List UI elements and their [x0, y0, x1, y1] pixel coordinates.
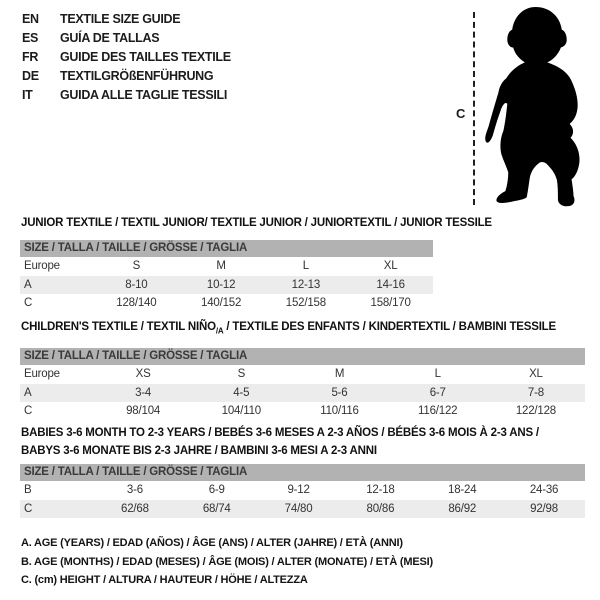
language-label: TEXTILE SIZE GUIDE [60, 11, 181, 26]
language-code: ES [22, 30, 39, 45]
language-row-it [22, 85, 231, 104]
size-cell: XS [135, 368, 151, 380]
size-cell: M [334, 368, 345, 380]
toddler-silhouette-icon [481, 2, 593, 210]
row-label: A [24, 386, 32, 399]
table-row-height [20, 500, 585, 519]
age-cell: 3-6 [126, 484, 143, 496]
language-row-fr [22, 47, 231, 66]
height-marker-label: C [456, 106, 466, 121]
language-code: DE [22, 68, 39, 83]
height-cell: 128/140 [116, 297, 157, 309]
table-row-age-years [20, 384, 585, 403]
height-cell: 122/128 [515, 405, 556, 417]
age-cell: 7-8 [527, 386, 544, 399]
size-cell: S [237, 368, 246, 380]
language-code: EN [22, 11, 39, 26]
height-cell: 86/92 [448, 502, 477, 515]
age-cell: 8-10 [125, 278, 148, 291]
age-cell: 12-18 [366, 484, 395, 496]
age-cell: 18-24 [448, 484, 477, 496]
row-label: C [24, 502, 33, 515]
babies-table-title-line1: BABIES 3-6 MONTH TO 2-3 YEARS / BEBÉS 3-6 MESES A 2-3 AÑOS / BÉBÉS 3-6 MOIS À 2-3 ANS / [21, 427, 539, 439]
age-cell: 6-7 [429, 386, 446, 399]
language-code: IT [22, 87, 33, 102]
height-cell: 80/86 [366, 502, 395, 515]
language-label: GUIDE DES TAILLES TEXTILE [60, 49, 231, 64]
language-list [22, 9, 231, 104]
height-cell: 68/74 [202, 502, 231, 515]
height-marker-dashed-line [473, 12, 475, 205]
age-cell: 6-9 [208, 484, 225, 496]
age-cell: 14-16 [376, 278, 405, 291]
size-cell: XL [383, 260, 398, 272]
size-cell: L [434, 368, 441, 380]
size-cell: S [132, 260, 141, 272]
junior-table-title: JUNIOR TEXTILE / TEXTIL JUNIOR/ TEXTILE JUNIOR / JUNIORTEXTIL / JUNIOR TESSILE [21, 217, 492, 229]
row-label: Europe [24, 260, 60, 272]
babies-size-table [20, 464, 585, 518]
height-cell: 74/80 [284, 502, 313, 515]
height-cell: 98/104 [126, 405, 161, 417]
children-title-post: / TEXTILE DES ENFANTS / KINDERTEXTIL / BAMBINI TESSILE [223, 321, 556, 333]
height-cell: 62/68 [121, 502, 149, 515]
height-cell: 104/110 [221, 405, 261, 417]
table-row-europe [20, 365, 585, 384]
table-row-height [20, 294, 433, 313]
legend-line-c: C. (cm) HEIGHT / ALTURA / HAUTEUR / HÖHE / ALTEZZA [21, 574, 308, 587]
height-cell: 92/98 [530, 502, 558, 515]
language-row-en [22, 9, 231, 28]
row-label: Europe [24, 368, 60, 380]
legend-line-a: A. AGE (YEARS) / EDAD (AÑOS) / ÂGE (ANS) / ALTER (JAHRE) / ETÀ (ANNI) [21, 537, 403, 550]
junior-size-table [20, 240, 433, 313]
children-table-title [21, 321, 556, 335]
table-row-age-years [20, 276, 433, 295]
size-header-bar: SIZE / TALLA / TAILLE / GRÖSSE / TAGLIA [20, 240, 433, 257]
children-title-pre: CHILDREN'S TEXTILE / TEXTIL NIÑO [21, 321, 216, 333]
children-title-subscript: /A [215, 326, 224, 336]
language-row-de [22, 66, 231, 85]
language-row-es [22, 28, 231, 47]
size-cell: XL [529, 368, 543, 380]
size-header-bar: SIZE / TALLA / TAILLE / GRÖSSE / TAGLIA [20, 348, 585, 365]
language-label: GUÍA DE TALLAS [60, 30, 160, 45]
height-cell: 116/122 [418, 405, 458, 417]
size-cell: M [216, 260, 226, 272]
row-label: B [24, 484, 32, 496]
age-cell: 4-5 [233, 386, 250, 399]
size-header-bar: SIZE / TALLA / TAILLE / GRÖSSE / TAGLIA [20, 464, 585, 481]
height-cell: 158/170 [370, 297, 411, 309]
height-cell: 140/152 [201, 297, 242, 309]
row-label: A [24, 278, 32, 291]
language-code: FR [22, 49, 39, 64]
height-cell: 152/158 [285, 297, 326, 309]
size-cell: L [302, 260, 309, 272]
age-cell: 12-13 [291, 278, 321, 291]
age-cell: 24-36 [529, 484, 559, 496]
row-label: C [24, 297, 33, 309]
age-cell: 9-12 [287, 484, 310, 496]
table-row-europe [20, 257, 433, 276]
age-cell: 10-12 [206, 278, 236, 291]
language-label: GUIDA ALLE TAGLIE TESSILI [60, 87, 228, 102]
babies-table-title-line2: BABYS 3-6 MONATE BIS 2-3 JAHRE / BAMBINI 3-6 MESI A 2-3 ANNI [21, 445, 377, 457]
legend-line-b: B. AGE (MONTHS) / EDAD (MESES) / ÂGE (MOIS) / ALTER (MONATE) / ETÀ (MESI) [21, 555, 433, 568]
language-label: TEXTILGRÖßENFÜHRUNG [60, 68, 214, 83]
table-row-age-months [20, 481, 585, 500]
table-row-height [20, 402, 585, 421]
row-label: C [24, 405, 33, 417]
age-cell: 3-4 [135, 386, 152, 399]
height-cell: 110/116 [320, 405, 359, 417]
age-cell: 5-6 [331, 386, 348, 399]
children-size-table [20, 348, 585, 421]
legend [21, 534, 433, 590]
